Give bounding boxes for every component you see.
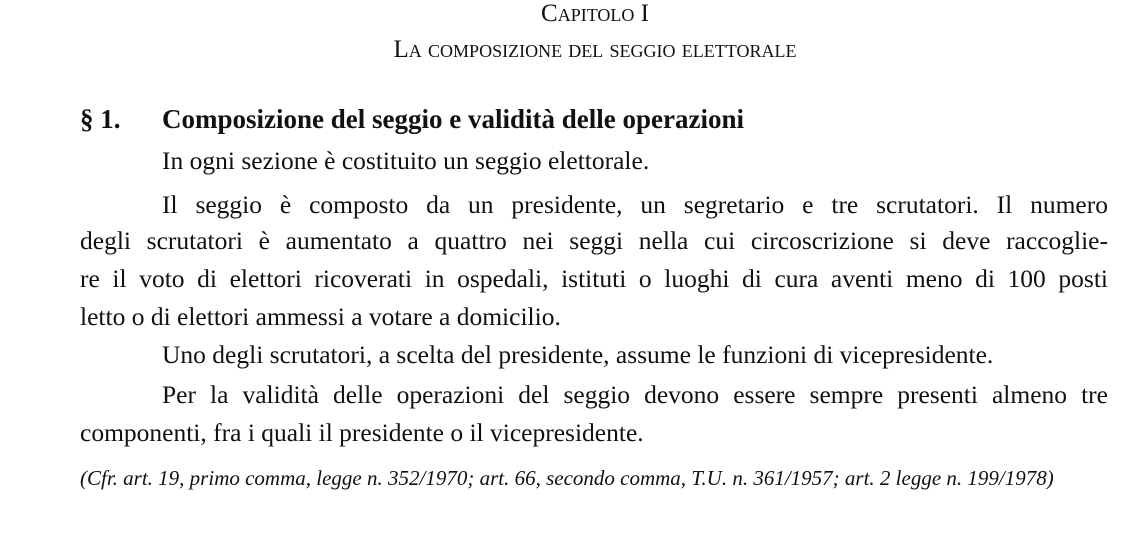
section-title: Composizione del seggio e validità delle operazioni — [162, 104, 744, 134]
paragraph-line: letto o di elettori ammessi a votare a domicilio. — [80, 302, 561, 331]
paragraph-line: degli scrutatori è aumentato a quattro nei seggi nella cui circoscrizione si deve raccoglie- — [80, 226, 1108, 255]
chapter-title: Capitolo I — [541, 0, 649, 27]
section-number: § 1. — [80, 104, 121, 134]
section-heading — [80, 104, 744, 135]
paragraph-line: Uno degli scrutatori, a scelta del presidente, assume le funzioni di vicepresidente. — [162, 340, 994, 369]
paragraph-line: Per la validità delle operazioni del seggio devono essere sempre presenti almeno tre — [162, 380, 1108, 409]
paragraph-line: re il voto di elettori ricoverati in ospedali, istituti o luoghi di cura aventi meno di 100 posti — [80, 264, 1108, 293]
paragraph-line: componenti, fra i quali il presidente o il vicepresidente. — [80, 418, 644, 447]
legal-citation: (Cfr. art. 19, primo comma, legge n. 352/1970; art. 66, secondo comma, T.U. n. 361/1957; art. 2 legge n. 199/1978) — [80, 466, 1054, 490]
paragraph-line: In ogni sezione è costituito un seggio elettorale. — [162, 146, 650, 175]
paragraph-line: Il seggio è composto da un presidente, un segretario e tre scrutatori. Il numero — [162, 190, 1108, 219]
chapter-subtitle: La composizione del seggio elettorale — [393, 36, 797, 63]
